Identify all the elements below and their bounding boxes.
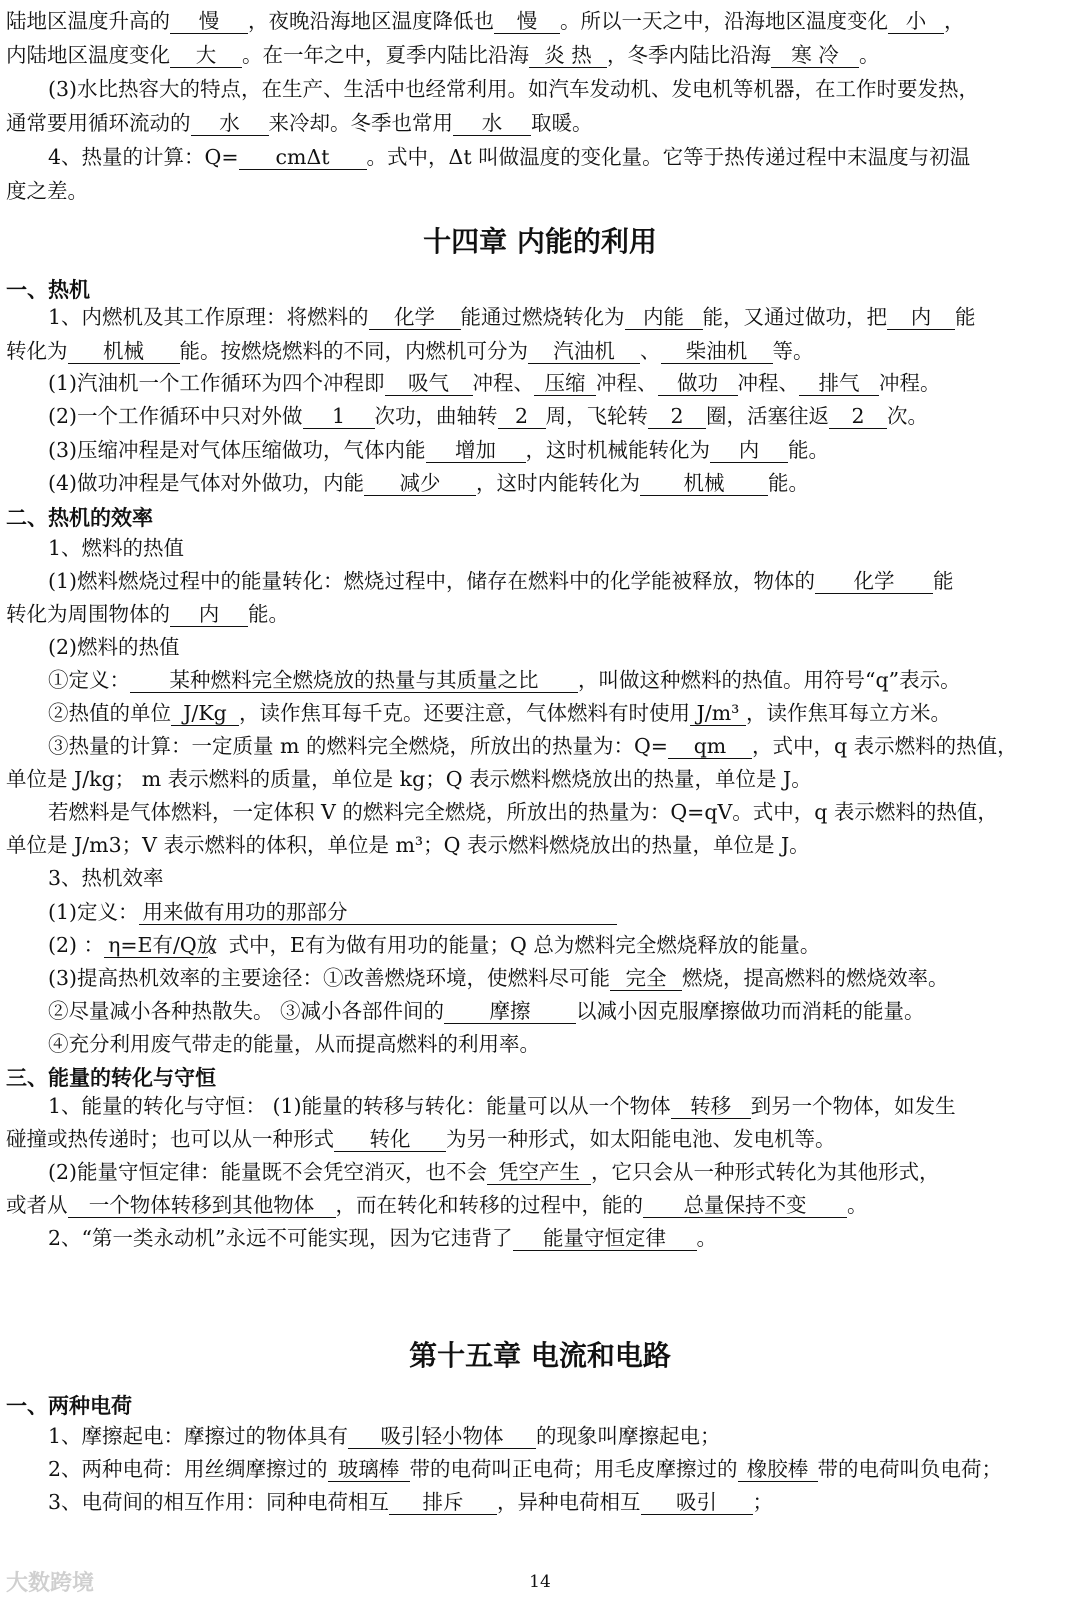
text-line: ②热值的单位 J/Kg ，读作焦耳每千克。还要注意，气体燃料有时使用 J/m³ ，读作焦耳每立方米。	[48, 701, 951, 725]
answer-blank: 2	[498, 404, 546, 429]
answer-blank: 排气	[799, 371, 879, 396]
text-line: (1)汽油机一个工作循环为四个冲程即 吸气 冲程、 压缩 冲程、 做功 冲程、 排气 冲程。	[48, 371, 941, 395]
text-line: (3)水比热容大的特点，在生产、生活中也经常利用。如汽车发动机、发电机等机器，在工作时要发热，	[48, 77, 980, 101]
text-line: 单位是 J/kg； m 表示燃料的质量，单位是 kg；Q 表示燃料燃烧放出的热量，单位是 J。	[6, 767, 812, 791]
text-line: (3)压缩冲程是对气体压缩做功，气体内能 增加 ，这时机械能转化为 内 能。	[48, 438, 830, 462]
answer-blank: cmΔt	[239, 145, 367, 170]
text-line: 转化为 机械 能。按燃烧燃料的不同，内燃机可分为 汽油机 、 柴油机 等。	[6, 339, 814, 363]
text-line: ③热量的计算：一定质量 m 的燃料完全燃烧，所放出的热量为：Q= qm ，式中，q 表示燃料的热值，	[48, 734, 1018, 758]
text-line: ①定义： 某种燃料完全燃烧放的热量与其质量之比 ，叫做这种燃料的热值。用符号“q”表示。	[48, 668, 961, 692]
answer-blank: 摩擦	[444, 999, 576, 1024]
answer-blank: 一个物体转移到其他物体	[68, 1193, 336, 1218]
text-line: 单位是 J/m3；V 表示燃料的体积，单位是 m³；Q 表示燃料燃烧放出的热量，单位是 J。	[6, 833, 810, 857]
answer-blank: η=E有/Q放	[104, 933, 208, 958]
answer-blank: 慢	[170, 9, 248, 34]
text-line: (3)提高热机效率的主要途径：①改善燃烧环境，使燃料尽可能 完全 燃烧，提高燃料的燃烧效率。	[48, 966, 949, 990]
text-line: 3、热机效率	[48, 866, 164, 890]
answer-blank: 压缩	[534, 371, 596, 396]
text-line: 2、“第一类永动机”永远不可能实现，因为它违背了 能量守恒定律 。	[48, 1226, 718, 1250]
text-line: 碰撞或热传递时；也可以从一种形式 转化 为另一种形式，如太阳能电池、发电机等。	[6, 1127, 836, 1151]
answer-blank: 用来做有用功的那部分	[139, 900, 617, 925]
answer-blank: 做功	[658, 371, 738, 396]
answer-blank: 内	[710, 438, 788, 463]
text-line: 或者从 一个物体转移到其他物体 ，而在转化和转移的过程中，能的 总量保持不变 。	[6, 1193, 868, 1217]
page-number: 14	[529, 1572, 551, 1592]
text-line: 通常要用循环流动的 水 来冷却。冬季也常用 水 取暖。	[6, 111, 593, 135]
text-line: 转化为周围物体的 内 能。	[6, 602, 289, 626]
text-line: ②尽量减小各种热散失。 ③减小各部件间的 摩擦 以减小因克服摩擦做功而消耗的能量。	[48, 999, 925, 1023]
text-line: 1、能量的转化与守恒： (1)能量的转移与转化：能量可以从一个物体 转移 到另一个物体，如发生	[48, 1094, 956, 1118]
answer-blank: 机械	[68, 339, 180, 364]
answer-blank: 增加	[426, 438, 526, 463]
answer-blank: 1	[303, 404, 375, 429]
answer-blank: 寒 冷	[771, 43, 859, 68]
answer-blank: 能量守恒定律	[513, 1226, 697, 1251]
answer-blank: 2	[648, 404, 706, 429]
answer-blank: 吸引	[641, 1490, 753, 1515]
text-line: (1)燃料燃烧过程中的能量转化：燃烧过程中，储存在燃料中的化学能被释放，物体的 化学 能	[48, 569, 954, 593]
answer-blank: 转移	[671, 1094, 751, 1119]
answer-blank: 排斥	[389, 1490, 497, 1515]
answer-blank: 柴油机	[661, 339, 773, 364]
text-line: 2、两种电荷：用丝绸摩擦过的 玻璃棒 带的电荷叫正电荷；用毛皮摩擦过的 橡胶棒 带的电荷叫负电荷；	[48, 1457, 1003, 1481]
answer-blank: 某种燃料完全燃烧放的热量与其质量之比	[130, 668, 578, 693]
text-line: (4)做功冲程是气体对外做功，内能 减少 ，这时内能转化为 机械 能。	[48, 471, 810, 495]
section-heading: 一、两种电荷	[6, 1394, 132, 1418]
answer-blank: 吸引轻小物体	[348, 1424, 536, 1449]
text-line: 1、摩擦起电：摩擦过的物体具有 吸引轻小物体 的现象叫摩擦起电；	[48, 1424, 721, 1448]
text-line: 内陆地区温度变化 大 。在一年之中，夏季内陆比沿海 炎 热 ，冬季内陆比沿海 寒 冷 。	[6, 43, 880, 67]
answer-blank: 化学	[369, 305, 461, 330]
text-line: 3、电荷间的相互作用：同种电荷相互 排斥 ，异种电荷相互 吸引 ；	[48, 1490, 774, 1514]
answer-blank: 吸气	[385, 371, 473, 396]
answer-blank: 内能	[625, 305, 703, 330]
answer-blank: 内	[887, 305, 955, 330]
answer-blank: 炎 热	[529, 43, 607, 68]
text-line: ④充分利用废气带走的能量，从而提高燃料的利用率。	[48, 1032, 540, 1056]
section-heading: 一、热机	[6, 278, 90, 302]
answer-blank: 化学	[815, 569, 933, 594]
answer-blank: 水	[191, 111, 269, 136]
answer-blank: 2	[829, 404, 887, 429]
watermark: 大数跨境	[6, 1571, 95, 1596]
text-line: (1)定义： 用来做有用功的那部分	[48, 897, 1072, 927]
text-line: (2)能量守恒定律：能量既不会凭空消灭，也不会 凭空产生 ，它只会从一种形式转化为其他形式，	[48, 1160, 940, 1184]
answer-blank: 汽油机	[528, 339, 640, 364]
answer-blank: 凭空产生	[487, 1160, 591, 1185]
answer-blank: 总量保持不变	[643, 1193, 847, 1218]
text-line: 4、热量的计算：Q= cmΔt 。式中，Δt 叫做温度的变化量。它等于热传递过程中末温度与初温	[48, 145, 971, 169]
text-line: (2)一个工作循环中只对外做 1 次功，曲轴转 2 周，飞轮转 2 圈，活塞往返 2 次。	[48, 404, 929, 428]
answer-blank: 玻璃棒	[328, 1457, 410, 1482]
answer-blank: 减少	[364, 471, 476, 496]
answer-blank: 水	[453, 111, 531, 136]
answer-blank: qm	[668, 734, 752, 759]
answer-blank: 机械	[640, 471, 768, 496]
text-line: 度之差。	[6, 179, 88, 203]
answer-blank: J/m³	[690, 701, 746, 726]
answer-blank: 大	[170, 43, 242, 68]
answer-blank: 转化	[334, 1127, 446, 1152]
chapter-title: 十四章 内能的利用	[423, 225, 657, 258]
answer-blank: 橡胶棒	[738, 1457, 818, 1482]
text-line: 陆地区温度升高的 慢 ，夜晚沿海地区温度降低也 慢 。所以一天之中，沿海地区温度变化 小 ，	[6, 9, 965, 33]
text-line: 若燃料是气体燃料，一定体积 V 的燃料完全燃烧，所放出的热量为：Q=qV。式中，q 表示燃料的热值，	[48, 800, 998, 824]
text-line: (2) ： η=E有/Q放。式中，E有为做有用功的能量；Q 总为燃料完全燃烧释放的能量。	[48, 933, 821, 957]
answer-blank: 小	[888, 9, 944, 34]
answer-blank: J/Kg	[171, 701, 239, 726]
text-line: 1、燃料的热值	[48, 536, 185, 560]
answer-blank: 完全	[610, 966, 682, 991]
section-heading: 三、能量的转化与守恒	[6, 1066, 216, 1090]
text-line: (2)燃料的热值	[48, 635, 180, 659]
answer-blank: 慢	[494, 9, 560, 34]
chapter-title: 第十五章 电流和电路	[409, 1339, 671, 1372]
answer-blank: 内	[170, 602, 248, 627]
text-line: 1、内燃机及其工作原理：将燃料的 化学 能通过燃烧转化为 内能 能，又通过做功，把 内 能	[48, 305, 976, 329]
section-heading: 二、热机的效率	[6, 506, 153, 530]
